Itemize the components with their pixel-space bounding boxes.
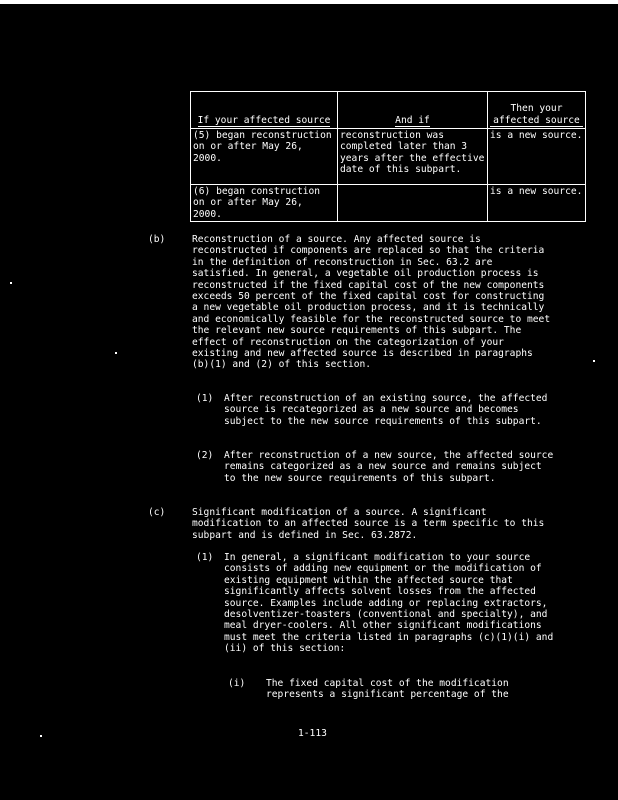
table-cell: (6) began construction on or after May 26, 2000. bbox=[191, 185, 338, 222]
page-number: 1-113 bbox=[298, 728, 327, 739]
applicability-table bbox=[190, 91, 586, 222]
scan-speck bbox=[10, 282, 12, 284]
scan-speck bbox=[40, 735, 42, 737]
table-header-row bbox=[191, 92, 586, 129]
section-c1-text: In general, a significant modification to your source consists of adding new equipment or the modification of existing equipment within the affected source that significantly affects solvent losses from the affected source. Examples include adding or replacing extractors, desolventizer-toasters (conventional and specialty), and meal dryer-coolers. All other significant modifications must meet the criteria listed in paragraphs (c)(1)(i) and (ii) of this section: bbox=[224, 552, 554, 655]
table-cell: (5) began reconstruction on or after May 26, 2000. bbox=[191, 129, 338, 185]
section-b-text: Reconstruction of a source. Any affected source is reconstructed if components are replaced so that the criteria in the definition of reconstruction in Sec. 63.2 are satisfied. In general, a vegetable oil production process is reconstructed if the fixed capital cost of the new components exceeds 50 percent of the fixed capital cost for constructing a new vegetable oil production process, and it is technically and economically feasible for the reconstructed source to meet the relevant new source requirements of this subpart. The effect of reconstruction on the categorization of your existing and new affected source is described in paragraphs (b)(1) and (2) of this section. bbox=[192, 234, 551, 371]
scan-speck bbox=[115, 352, 117, 354]
section-b2-label: (2) bbox=[196, 450, 214, 461]
scan-edge bbox=[0, 0, 618, 4]
section-c-text: Significant modification of a source. A significant modification to an affected source is a term specific to this subpart and is defined in Sec. 63.2872. bbox=[192, 507, 545, 541]
table-row bbox=[191, 129, 586, 185]
table-cell: reconstruction was completed later than 3 years after the effective date of this subpart. bbox=[338, 129, 488, 185]
section-c1i-text: The fixed capital cost of the modification represents a significant percentage of the bbox=[266, 678, 509, 701]
header-if-source: If your affected source bbox=[191, 92, 338, 129]
table-row bbox=[191, 185, 586, 222]
section-b1-text: After reconstruction of an existing source, the affected source is recategorized as a new source and becomes subject to the new source requirements of this subpart. bbox=[224, 393, 548, 427]
section-b-label: (b) bbox=[148, 234, 166, 245]
table-cell: is a new source. bbox=[488, 129, 586, 185]
section-b1-label: (1) bbox=[196, 393, 214, 404]
table-cell bbox=[338, 185, 488, 222]
scan-speck bbox=[593, 360, 595, 362]
table-cell: is a new source. bbox=[488, 185, 586, 222]
section-c-label: (c) bbox=[148, 507, 166, 518]
section-b2-text: After reconstruction of a new source, the affected source remains categorized as a new source and remains subject to the new source requirements of this subpart. bbox=[224, 450, 554, 484]
section-c1-label: (1) bbox=[196, 552, 214, 563]
header-then-source: Then your affected source bbox=[488, 92, 586, 129]
section-c1i-label: (i) bbox=[228, 678, 246, 689]
header-and-if: And if bbox=[338, 92, 488, 129]
